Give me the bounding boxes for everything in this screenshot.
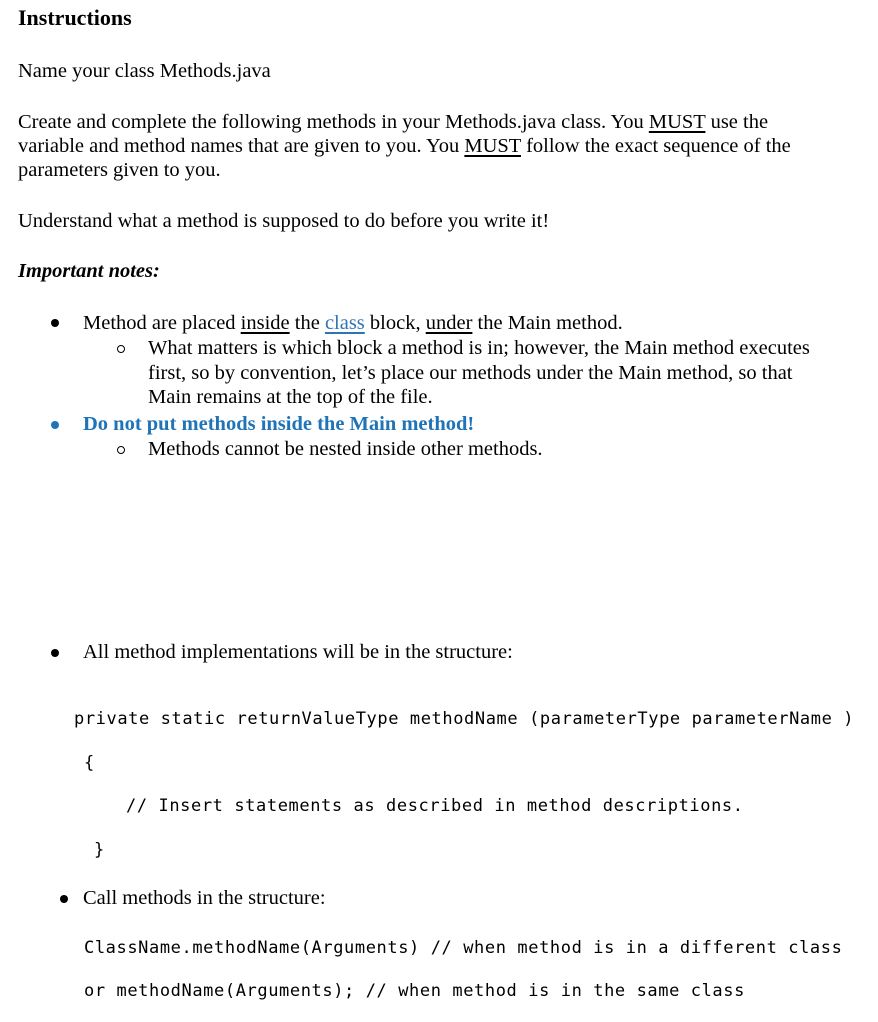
class-link[interactable]: class: [324, 312, 365, 334]
call-example-1: ClassName.methodName(Arguments) // when method is in a different class: [84, 938, 843, 958]
code-close-brace: }: [94, 840, 105, 860]
bullet1-sub-line2: first, so by convention, let’s place our methods under the Main method, so that: [148, 362, 793, 384]
important-notes-heading: Important notes:: [18, 260, 160, 282]
bullet-icon: [51, 319, 59, 327]
call-example-2: or methodName(Arguments); // when method is in the same class: [84, 981, 745, 1001]
must-emphasis: MUST: [648, 111, 706, 133]
sub-bullet-icon: [117, 446, 125, 454]
bullet4-text: Call methods in the structure:: [83, 887, 326, 909]
bullet-icon: [51, 649, 59, 657]
bullet2-text: Do not put methods inside the Main method!: [83, 413, 475, 435]
bullet2-sub: Methods cannot be nested inside other methods.: [148, 438, 543, 460]
bullet1-text: Method are placed inside the class block, under the Main method.: [83, 312, 623, 334]
sub-bullet-icon: [117, 345, 125, 353]
para1-line1: Create and complete the following methods in your Methods.java class. You MUST use the: [18, 111, 769, 133]
bullet1-sub-line3: Main remains at the top of the file.: [148, 386, 433, 408]
para1-line2: variable and method names that are given to you. You MUST follow the exact sequence of the: [18, 135, 791, 157]
bullet1-sub-line1: What matters is which block a method is in; however, the Main method executes: [148, 337, 810, 359]
understand-line: Understand what a method is supposed to do before you write it!: [18, 210, 550, 232]
code-comment: // Insert statements as described in method descriptions.: [126, 796, 744, 816]
page-title: Instructions: [18, 5, 132, 30]
class-name-line: Name your class Methods.java: [18, 60, 271, 82]
bullet-icon: [60, 895, 68, 903]
code-open-brace: {: [84, 753, 95, 773]
bullet-icon: [51, 421, 59, 429]
must-emphasis: MUST: [464, 135, 521, 157]
bullet3-text: All method implementations will be in the structure:: [83, 641, 513, 663]
para1-line3: parameters given to you.: [18, 159, 221, 181]
code-signature: private static returnValueType methodName (parameterType parameterName ): [74, 709, 855, 729]
